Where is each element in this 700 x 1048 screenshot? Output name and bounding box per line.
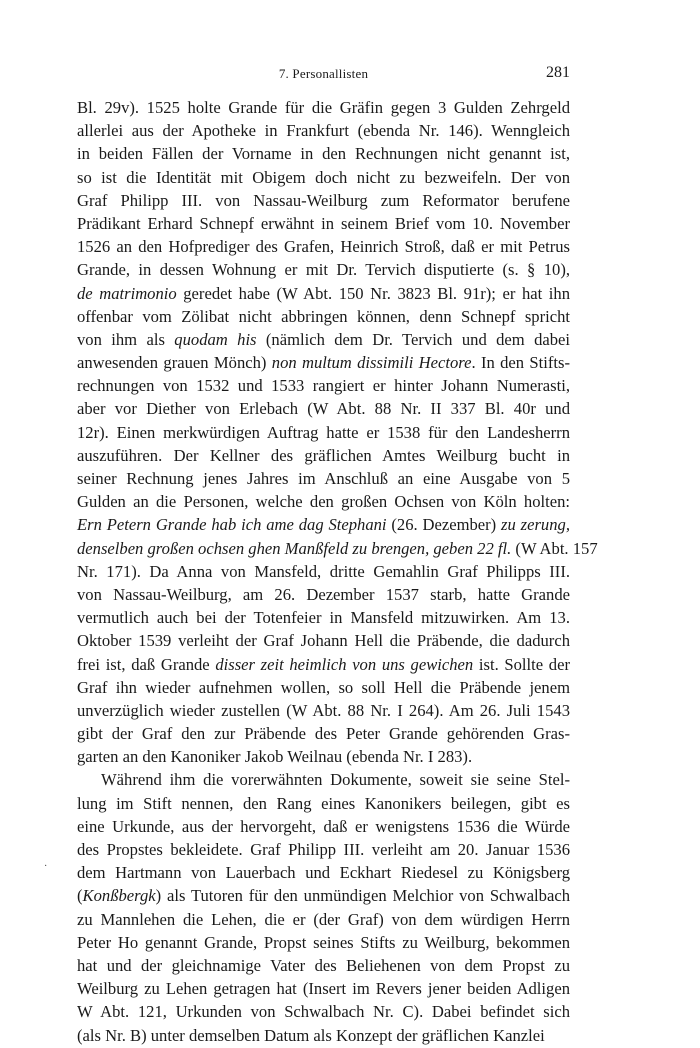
text-line: [77, 189, 570, 212]
text-line: [77, 119, 570, 142]
text-line: [77, 768, 570, 791]
text-run: gibt der Graf den zur Präbende des Peter Grande gehörenden Gras-: [77, 724, 570, 744]
text-run: frei ist, daß Grande: [77, 654, 216, 674]
text-run: anwesenden grauen Mönch): [77, 353, 272, 373]
italic-quote: zu zerung,: [501, 515, 570, 535]
text-line: [77, 397, 570, 420]
text-run: in beiden Fällen der Vorname in den Rechnungen nicht genannt ist,: [77, 144, 570, 164]
text-run: garten an den Kanoniker Jakob Weilnau (ebenda Nr. I 283).: [77, 747, 473, 767]
text-line: [77, 282, 570, 305]
text-line: [77, 560, 570, 583]
text-run: aber vor Diether von Erlebach (W Abt. 88 Nr. II 337 Bl. 40r und: [77, 399, 570, 419]
text-line: [77, 838, 570, 861]
text-run: seiner Rechnung jenes Jahres im Anschluß an eine Ausgabe von 5: [77, 469, 570, 488]
text-line: [77, 490, 570, 513]
text-line: [77, 166, 570, 189]
italic-quote: quodam his: [174, 329, 257, 349]
text-line: [77, 884, 570, 907]
text-run: Bl. 29v). 1525 holte Grande für die Gräfin gegen 3 Gulden Zehrgeld: [77, 98, 570, 117]
text-line: [77, 467, 570, 490]
text-run: (: [77, 886, 83, 906]
text-run: offenbar vom Zölibat nicht abbringen können, denn Schnepf spricht: [77, 306, 570, 326]
text-run: 12r). Einen merkwürdigen Auftrag hatte er 1538 für den Landesherrn: [77, 422, 570, 442]
text-run: 1526 an den Hofprediger des Grafen, Heinrich Stroß, daß er mit Petrus: [77, 237, 570, 257]
body-text: [77, 96, 598, 1047]
text-run: (nämlich dem Dr. Tervich und dem dabei: [256, 329, 571, 349]
text-run: von ihm als: [77, 329, 175, 349]
text-line: [77, 676, 570, 699]
text-line: [77, 977, 570, 1000]
text-run: eine Urkunde, aus der hervorgeht, daß er wenigstens 1536 die Würde: [77, 816, 570, 836]
text-run: Nr. 171). Da Anna von Mansfeld, dritte Gemahlin Graf Philipps III.: [77, 561, 570, 581]
text-run: Graf Philipp III. von Nassau-Weilburg zum Reformator berufene: [77, 190, 570, 210]
text-run: . In den Stifts-: [471, 353, 570, 373]
text-line: [77, 142, 570, 165]
text-line: [77, 653, 570, 676]
text-line: [77, 815, 570, 838]
text-run: W Abt. 121, Urkunden von Schwalbach Nr. C). Dabei befindet sich: [77, 1002, 570, 1022]
italic-quote: non multum dissimili Hectore: [271, 353, 472, 373]
text-run: Prädikant Erhard Schnepf erwähnt in seinem Brief vom 10. November: [77, 213, 570, 233]
text-run: vermutlich auch bei der Totenfeier in Mansfeld mitzuwirken. Am 13.: [77, 608, 570, 628]
text-line: [77, 1024, 570, 1047]
italic-quote: Ern Petern Grande hab ich ame dag Stephani: [77, 515, 387, 535]
text-line: [77, 351, 570, 374]
text-run: Weilburg zu Lehen getragen hat (Insert im Revers jener beiden Adligen: [77, 979, 570, 999]
text-line: [77, 421, 570, 444]
text-run: Während ihm die vorerwähnten Dokumente, soweit sie seine Stel-: [101, 770, 570, 790]
text-line: [77, 606, 570, 629]
text-line: [77, 699, 570, 722]
text-run: Graf ihn wieder aufnehmen wollen, so soll Hell die Präbende jenem: [77, 677, 570, 697]
text-line: [77, 537, 598, 560]
text-run: von Nassau-Weilburg, am 26. Dezember 1537 starb, hatte Grande: [77, 584, 570, 604]
text-run: so ist die Identität mit Obigem doch nicht zu bezweifeln. Der von: [77, 167, 570, 187]
text-line: [77, 235, 570, 258]
italic-quote: Konßbergk: [82, 886, 156, 906]
text-line: [77, 328, 570, 351]
text-line: [77, 258, 570, 281]
text-line: [77, 374, 570, 397]
text-run: lung im Stift nennen, den Rang eines Kanonikers beilegen, gibt es: [77, 793, 570, 813]
text-line: [77, 1000, 570, 1023]
text-run: allerlei aus der Apotheke in Frankfurt (ebenda Nr. 146). Wenngleich: [77, 121, 570, 141]
text-line: [77, 583, 570, 606]
text-run: Gulden an die Personen, welche den großen Ochsen von Köln holten:: [77, 492, 570, 512]
text-run: zu Mannlehen die Lehen, die er (der Graf) von dem würdigen Herrn: [77, 909, 570, 929]
text-run: (26. Dezember): [386, 515, 502, 535]
text-run: dem Hartmann von Lauerbach und Eckhart Riedesel zu Königsberg: [77, 863, 570, 883]
text-line: [77, 931, 570, 954]
italic-quote: de matrimonio: [77, 283, 177, 303]
text-run: ist. Sollte der: [473, 654, 570, 674]
text-run: geredet habe (W Abt. 150 Nr. 3823 Bl. 91r); er hat ihn: [176, 283, 570, 303]
text-line: [77, 513, 570, 536]
text-run: ) als Tutoren für den unmündigen Melchior von Schwalbach: [155, 886, 570, 906]
text-line: [77, 212, 570, 235]
text-line: [77, 908, 570, 931]
margin-mark: ·: [44, 861, 48, 872]
page-header: [77, 64, 570, 86]
text-line: [77, 629, 570, 652]
running-head: 7. Personallisten: [278, 66, 369, 81]
text-run: Grande, in dessen Wohnung er mit Dr. Tervich disputierte (s. § 10),: [77, 260, 570, 280]
text-run: hat und der gleichnamige Vater des Beliehenen von dem Propst zu: [77, 955, 570, 975]
page-number: 281: [546, 64, 570, 81]
text-line: [77, 745, 570, 768]
italic-quote: disser zeit heimlich von uns gewichen: [215, 654, 474, 674]
text-run: auszuführen. Der Kellner des gräflichen Amtes Weilburg bucht in: [77, 445, 570, 465]
text-line: [77, 792, 570, 815]
text-run: unverzüglich wieder zustellen (W Abt. 88 Nr. I 264). Am 26. Juli 1543: [77, 700, 570, 720]
italic-quote: denselben großen ochsen ghen Manßfeld zu brengen, geben 22 fl.: [77, 538, 512, 558]
text-run: des Propstes bekleidete. Graf Philipp III. verleiht am 20. Januar 1536: [77, 840, 570, 859]
text-run: (W Abt. 157: [511, 538, 598, 558]
text-line: [77, 305, 570, 328]
text-run: Peter Ho genannt Grande, Propst seines Stifts zu Weilburg, bekommen: [77, 932, 570, 952]
text-line: [77, 96, 570, 119]
text-run: (als Nr. B) unter demselben Datum als Konzept der gräflichen Kanzlei: [77, 1025, 545, 1045]
text-run: Oktober 1539 verleiht der Graf Johann Hell die Präbende, die dadurch: [77, 631, 570, 651]
text-line: [77, 861, 570, 884]
text-line: [77, 954, 570, 977]
text-run: rechnungen von 1532 und 1533 rangiert er hinter Johann Numerasti,: [77, 376, 570, 396]
text-line: [77, 444, 570, 467]
text-line: [77, 722, 570, 745]
